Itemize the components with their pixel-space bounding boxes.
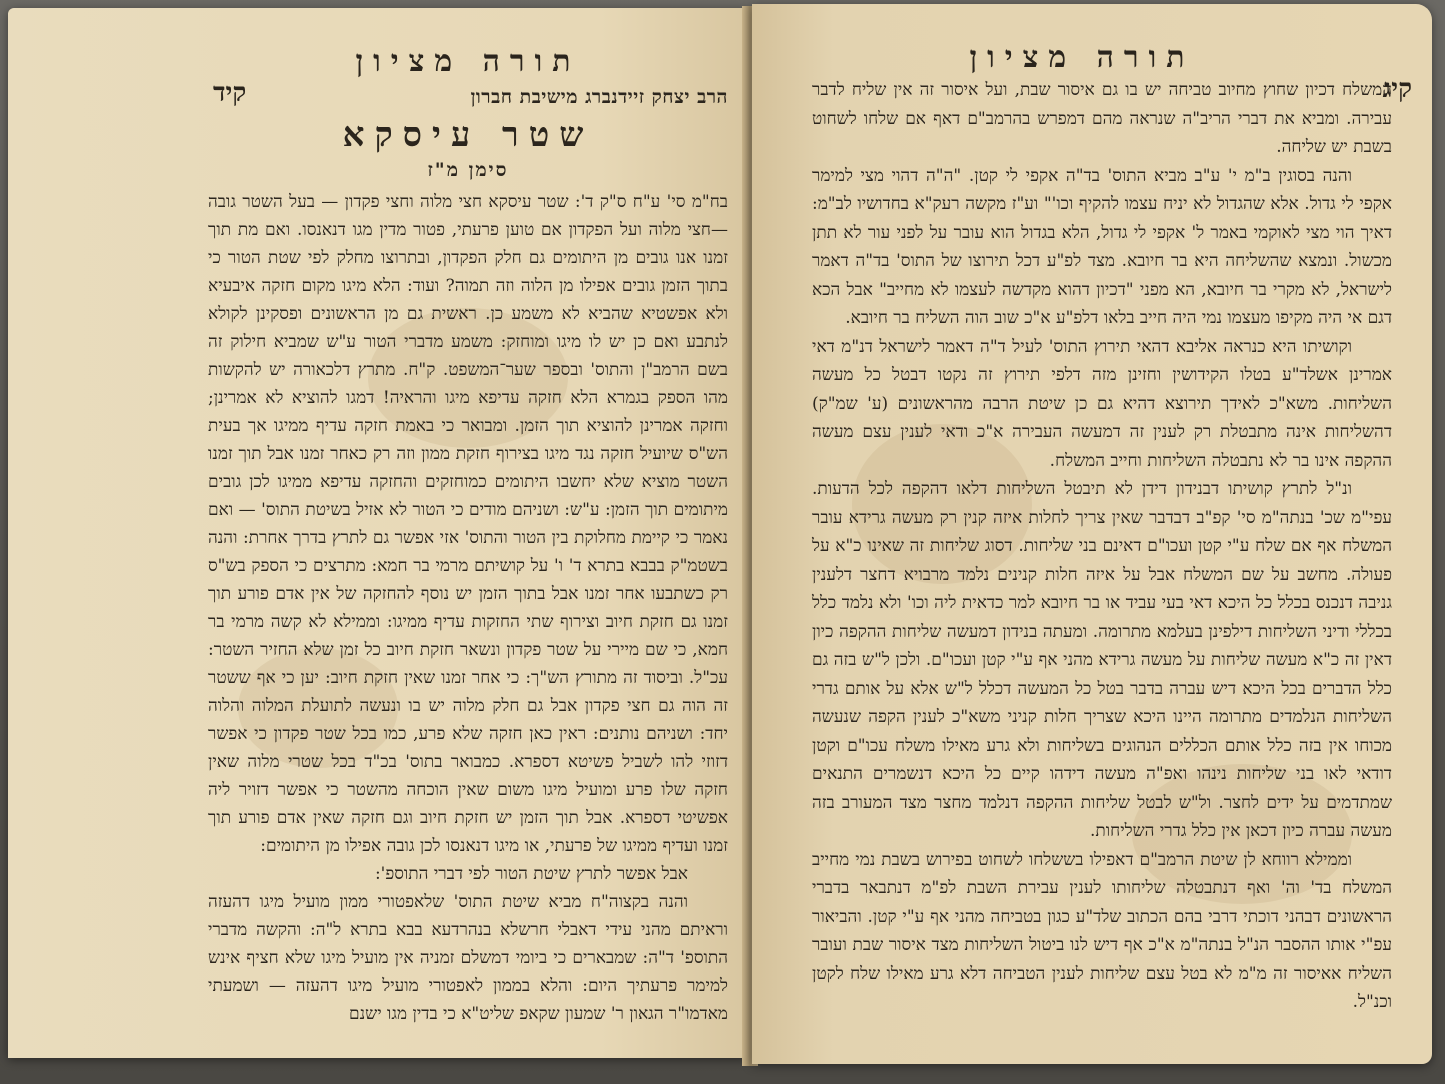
body-paragraph: המשלח דכיון שחוץ מחיוב טביחה יש בו גם איסור שבת, ועל איסור זה אין שליח לדבר עבירה. ומביא את דברי הריב"ה שנראה מהם דמפרש בהרמב"ם דאף אם שלחו לשחוט בשבת יש שליחה.	[812, 80, 1392, 157]
body-paragraph: וממילא רווחא לן שיטת הרמב"ם דאפילו בששלחו לשחוט בפירוש בשבת נמי מחייב המשלח בד' וה' ואף דנתבטלה שליחותו לענין עבירת השבת לפ"מ דנתבאר בדברי הראשונים דבהני דוכתי דרבי בהם הכתוב שלד"ע כגון בטביחה מהני אף ע"י קטן. והביאור עפ"י אותו ההסבר הנ"ל בנתה"מ א"כ אף דיש לנו ביטול השליחות מצד איסור שבת ועובר השליח אאיסור זה מ"מ לא בטל עצם שליחות לענין הטביחה דלא גרע מאילו שלח לקטן וכנ"ל.	[812, 849, 1392, 1012]
right-page	[752, 4, 1432, 1064]
body-paragraph: אבל אפשר לתרץ שיטת הטור לפי דברי התוספ':	[374, 864, 688, 884]
left-text-column	[208, 86, 728, 1028]
running-head: תורה מציון	[969, 40, 1195, 75]
body-paragraph: ונ"ל לתרץ קושיתו דבנידון דידן לא תיבטל השליחות דלאו דהקפה לכל הדעות. עפי"מ שכ' בנתה"מ סי' קפ"ב דבדבר שאין צריך לחלות איזה קנין רק מעשה גרידא עובר המשלח אף אם שלח ע"י קטן ועכו"ם דאינם בני שליחות. דסוג שליחות זה שאינו כ"א על פעולה. מחשב על שם המשלח אבל על איזה חלות קנינים נלמד מרבויא דחצר דלענין גניבה דנכנס בכלל כל היכא דאי בעי עביד או בר חיובא למר כדאית ליה וכו' ולא נלמד כלל בכללי ודיני השליחות דילפינן בעלמא מתרומה. ומעתה בנידון דמעשה שליחות ההקפה כיון דאין זה כ"א מעשה שליחות על מעשה גרידא מהני אף ע"י קטן ועכו"ם. ולכן ל"ש בזה גם כלל הדברים בכל היכא דיש עברה בדבר בטל כל המעשה דכלל ל"ש אלא על אותם גדרי השליחות הנלמדים מתרומה היינו היכא שצריך חלות קניני משא"כ לענין הקפה שנעשה מכוחו אין בזה כלל אותם הכללים הנהוגים בשליחות ולא גרע מאילו משלח עכו"ם וקטן דודאי לאו בני שליחות נינהו ואפ"ה מעשה דידהו קיים כל היכא דנשמרים התנאים שמתדמים על ידים לחצר. ול"ש לבטל שליחות ההקפה דנלמד מחצר מצד המעורב בזה מעשה עברה כיון דכאן אין כלל גדרי השליחות.	[812, 479, 1392, 841]
author-line: הרב יצחק זיידנברג מישיבת חברון	[470, 86, 728, 108]
running-head: תורה מציון	[355, 44, 581, 79]
body-paragraph: והנה בקצוה"ח מביא שיטת התוס' שלאפטורי ממון מועיל מיגו דהעזה וראיתם מהני עידי דאבלי חרשלא בנהרדעא בבא בתרא ל"ה: והקשה מדברי התוספ' ד"ה: שמבארים כי ביומי דמשלם זמניה אין מועיל מיגו שלא חציף אינש למימר פרעתיך היום: והלא בממון לאפטורי מועיל מיגו דהעזה — ושמעתי מאדמו"ר הגאון ר' שמעון שקאפ שליט"א כי בדין מגו ישנם	[208, 892, 728, 1024]
article-subtitle: סימן מ"ז	[427, 159, 509, 181]
body-paragraph: והנה בסוגין ב"מ י' ע"ב מביא התוס' בד"ה אקפי לי קטן. "ה"ה דהוי מצי למימר אקפי לי גדול. אלא שהגדול לא יניח עצמו להקיף וכו'" וע"ז מקשה רעק"א בחדושיו לב"מ: דאיך הוי מצי לאוקמי באמר ל' אקפי לי גדול, הלא בגדול הוא עובר על לפני עור לא תתן מכשול. ונמצא שהשליחה היא בר חיובא. מצד לפ"ע דכל תירוצו של התוס' בד"ה דאמר לישראל, לא מקרי בר חיובא, הא מפני "דכיון דהוא מקדשה לעצמו לא מחייב" אבל הכא דגם אי היה מקיפו מעצמו נמי היה חייב בלאו דלפ"ע א"כ שוב הוה השליח בר חיובא.	[812, 165, 1392, 328]
page-number: קיד	[213, 78, 247, 108]
right-text-column	[812, 76, 1392, 1017]
body-paragraph: בח"מ סי' ע"ח ס"ק ד': שטר עיסקא חצי מלוה וחצי פקדון — בעל השטר גובה—חצי מלוה ועל הפקדון אם טוען פרעתי, פטור מדין מגו דנאנסו. ואם מת תוך זמנו אנו גובים מן היתומים גם חלק הפקדון, ובתרוצו מחלק לפי שטת הטור כי בתוך הזמן גובים אפילו מן הלוה וזה תמוה? ועוד: הלא מיגו מקום חזקה איבעיא ולא אפשטיא שהביא לא משמע כן. ראשית גם מן הראשונים ופסקינן לקולא לנתבע ואם כן יש לו מיגו ומוחזק: משמע מדברי הטור ע"ש שמביא חילוק זה בשם הרמב"ן והתוס' ובספר שער־המשפט. ק"ח. מתרץ דלכאורה יש להקשות מהו הספק בגמרא הלא חזקה עדיפא מיגו והראיה! דמגו להוציא לא אמרינן; וחזקה אמרינן להוציא תוך הזמן. ומבואר כי באמת חזקה עדיף ממיגו אך בעית הש"ס שיועיל חזקה נגד מיגו בצירוף חזקת ממון וזה רק כאחר זמנו אבל תוך זמנו השטר מוציא שלא יחשבו היתומים כמוחזקים והחזקה עדיפא ממיגו לכן גובים מיתומים תוך הזמן: ע"ש: ושניהם מודים כי הטור לא אזיל בשיטת התוס' — ואם נאמר כי קיימת מחלוקת בין הטור והתוס' אזי אפשר גם לתרץ בדרך אחרת: והנה בשטמ"ק בבבא בתרא ד' ו' על קושיתם מרמי בר חמא: מתרצים כי הספק בש"ס רק כשתבעו אחר זמנו אבל בתוך הזמן יש נוסף להחזקה של אין אדם פורע תוך זמנו גם חזקת חיוב וצירוף שתי החזקות עדיף ממיגו: וממילא לא קשה מרמי בר חמא, כי שם מיירי על שטר פקדון ונשאר חזקת חיוב כל זמן שלא החזיר השטר: עכ"ל. וביסוד זה מתורץ הש"ך: כי אחר זמנו שאין חזקת חיוב: יען כי אף ששטר זה הוה גם חצי פקדון אבל גם חלק מלוה יש בו ונעשה לתועלת המלוה והלוה יחד: ושניהם נותנים: ראין כאן חזקה שלא פרע, כמו בכל שטר פקדון כי אפשר דזוזי להו לשביל פשיטא דספרא. כמבואר בתוס' בכ"ד בכל שטרי מלוה שאין חזקה שלו פרע ומועיל מיגו משום שאין הוכחה מהשטר כי אפשר דזויר ליה אפשיטי דספרא. אבל תוך הזמן יש חזקת חיוב וגם חזקה שאין אדם פורע תוך זמנו ועדיף ממיגו של פרעתי, או מיגו דנאנסו לכן גובה אפילו מן היתומים:	[208, 192, 728, 856]
left-page	[8, 8, 748, 1058]
article-title: שטר עיסקא	[342, 115, 594, 155]
body-paragraph: וקושיתו היא כנראה אליבא דהאי תירוץ התוס' לעיל ד"ה דאמר לישראל דנ"מ דאי אמרינן אשלד"ע בטלו הקידושין וחזינן מזה דלפי תירוץ זה נקטו דבטל כל מעשה השליחות. משא"כ לאידך תירוצא דהיא גם כן שיטת הרבה מהראשונים (ע' שמ"ק) דהשליחות אינה מתבטלת רק לענין זה דמעשה העבירה א"כ ודאי לענין עצם מעשה ההקפה אינו בר לא נתבטלה השליחות וחייב המשלח.	[812, 336, 1392, 471]
page-number: קיג	[1382, 74, 1412, 104]
